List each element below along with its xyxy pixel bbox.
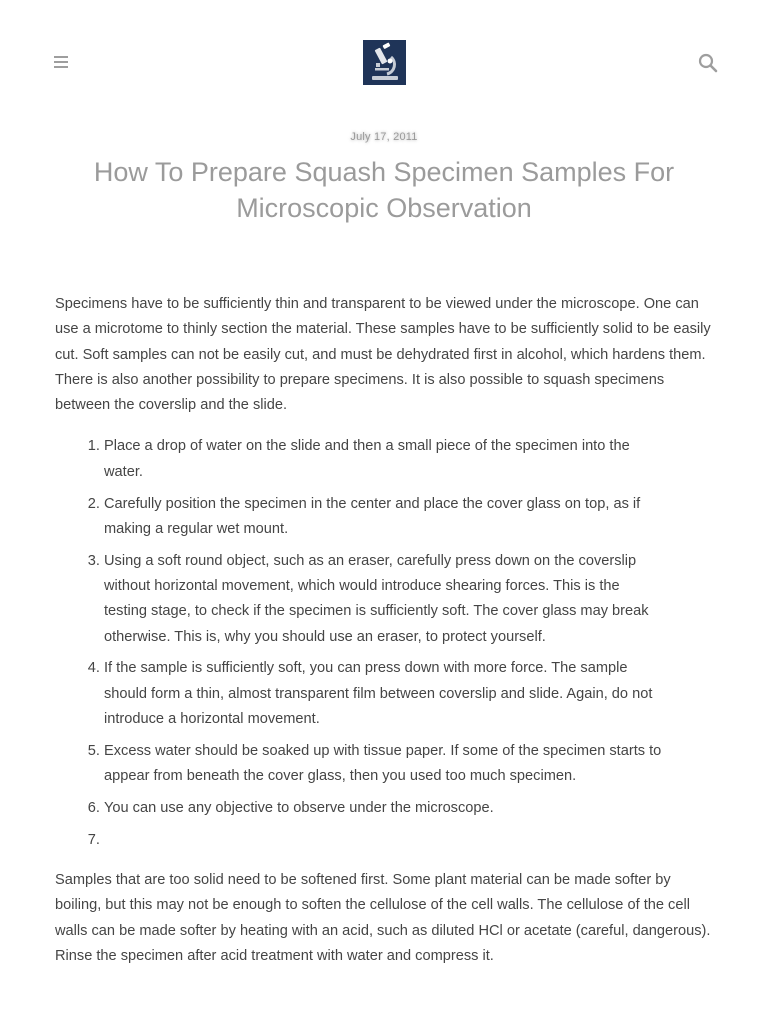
microscope-icon	[363, 40, 406, 85]
menu-button[interactable]	[52, 52, 72, 72]
post-content	[55, 292, 719, 969]
search-icon	[697, 52, 719, 74]
post-title: How To Prepare Squash Specimen Samples For Microscopic Observation	[93, 157, 675, 223]
intro-paragraph: Specimens have to be sufficiently thin and transparent to be viewed under the microscope. One can use a microtome to thinly section the material. These samples have to be sufficiently solid to be easily cut. Soft samples can not be easily cut, and must be dehydrated first in alcohol, which hardens them. There is also another possibility to prepare specimens. It is also possible to squash specimens between the coverslip and the slide.	[55, 296, 711, 414]
search-button[interactable]	[697, 52, 719, 74]
site-logo[interactable]	[363, 40, 406, 85]
steps-list	[55, 434, 719, 852]
list-item: 5. Excess water should be soaked up with tissue paper. If some of the specimen starts to appear from beneath the cover glass, then you used too much specimen.	[104, 739, 719, 790]
closing-paragraph: Samples that are too solid need to be softened first. Some plant material can be made softer by boiling, but this may not be enough to soften the cellulose of the cell walls. The cellulose of the cell walls can be made softer by heating with an acid, such as diluted HCl or acetate (careful, dangerous). Rinse the specimen after acid treatment with water and compress it.	[55, 871, 711, 964]
list-item: 6. You can use any objective to observe under the microscope.	[104, 796, 719, 821]
site-header	[0, 0, 768, 110]
list-item: 2. Carefully position the specimen in the center and place the cover glass on top, as if making a regular wet mount.	[104, 492, 719, 543]
list-item: 4. If the sample is sufficiently soft, you can press down with more force. The sample should form a thin, almost transparent film between coverslip and slide. Again, do not introduce a horizontal movement.	[104, 656, 719, 732]
list-item: 1. Place a drop of water on the slide and then a small piece of the specimen into the water.	[104, 434, 719, 485]
list-item: 3. Using a soft round object, such as an eraser, carefully press down on the coverslip without horizontal movement, which would introduce shearing forces. This is the testing stage, to check if the specimen is sufficiently soft. The cover glass may break otherwise. This is, why you should use an eraser, to protect yourself.	[104, 549, 719, 650]
hamburger-menu-icon	[52, 52, 72, 72]
post-date: July 17, 2011	[350, 131, 418, 143]
list-item	[104, 828, 719, 853]
